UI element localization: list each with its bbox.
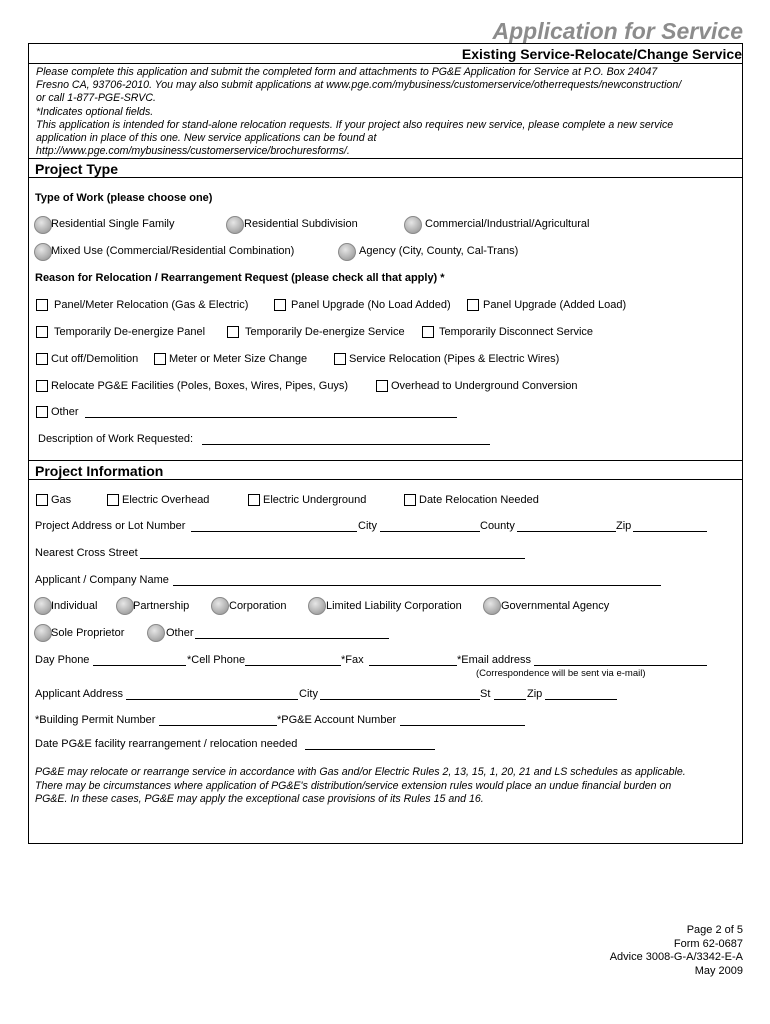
zip-label: Zip xyxy=(616,520,632,532)
applicant-city-label: City xyxy=(299,688,318,700)
form-subtitle: Existing Service-Relocate/Change Service xyxy=(461,46,742,62)
county-input[interactable] xyxy=(517,531,616,532)
note-line: PG&E. In these cases, PG&E may apply the exceptional case provisions of its Rules 15 and 16. xyxy=(35,793,484,805)
other-entity-input[interactable] xyxy=(195,638,389,639)
divider xyxy=(29,460,742,461)
checkbox-electric-underground[interactable] xyxy=(248,494,260,506)
checkbox-label: Relocate PG&E Facilities (Poles, Boxes, Wires, Pipes, Guys) xyxy=(51,380,349,392)
divider xyxy=(29,177,742,178)
page-footer xyxy=(610,924,743,978)
checkbox-electric-overhead[interactable] xyxy=(107,494,119,506)
radio-residential-subdivision[interactable] xyxy=(226,216,244,234)
checkbox-label: Meter or Meter Size Change xyxy=(169,353,308,365)
checkbox-label: Service Relocation (Pipes & Electric Wires) xyxy=(349,353,560,365)
checkbox-label: Panel Upgrade (No Load Added) xyxy=(291,299,451,311)
divider xyxy=(29,479,742,480)
form-container xyxy=(28,43,743,844)
radio-mixed-use[interactable] xyxy=(34,243,52,261)
email-note: (Correspondence will be sent via e-mail) xyxy=(476,668,646,679)
radio-other-entity[interactable] xyxy=(147,624,165,642)
account-input[interactable] xyxy=(400,725,525,726)
divider xyxy=(29,63,742,64)
day-phone-input[interactable] xyxy=(93,665,186,666)
intro-line: This application is intended for stand-alone relocation requests. If your project also requires new service, please complete a new service xyxy=(36,118,674,131)
radio-label: Corporation xyxy=(229,600,287,612)
checkbox-label: Date Relocation Needed xyxy=(419,494,539,506)
radio-label: Governmental Agency xyxy=(501,600,610,612)
radio-individual[interactable] xyxy=(34,597,52,615)
radio-label: Individual xyxy=(51,600,98,612)
form-number: Form 62-0687 xyxy=(673,937,743,950)
state-input[interactable] xyxy=(494,699,526,700)
radio-partnership[interactable] xyxy=(116,597,134,615)
email-label: *Email address xyxy=(457,654,531,666)
reason-label: Reason for Relocation / Rearrangement Request (please check all that apply) * xyxy=(35,272,445,284)
fax-label: *Fax xyxy=(341,654,364,666)
checkbox-disconnect-service[interactable] xyxy=(422,326,434,338)
checkbox-overhead-underground[interactable] xyxy=(376,380,388,392)
intro-line: Fresno CA, 93706-2010. You may also submit applications at www.pge.com/mybusiness/customerservice/otherrequests/newconstruction/ xyxy=(36,79,682,92)
cross-street-label: Nearest Cross Street xyxy=(35,547,138,559)
city-input[interactable] xyxy=(380,531,480,532)
project-address-input[interactable] xyxy=(191,531,357,532)
divider xyxy=(29,158,742,159)
checkbox-label: Electric Underground xyxy=(263,494,367,506)
note-line: PG&E may relocate or rearrange service in accordance with Gas and/or Electric Rules 2, 13, 15, 1, 20, 21 and LS schedules as applicable. xyxy=(35,766,686,778)
section-heading-project-type: Project Type xyxy=(35,161,118,177)
intro-line: http://www.pge.com/mybusiness/customerservice/brochuresforms/. xyxy=(36,145,350,158)
radio-label: Sole Proprietor xyxy=(51,627,125,639)
fax-input[interactable] xyxy=(369,665,457,666)
checkbox-label: Other xyxy=(51,406,79,418)
checkbox-panel-upgrade-added-load[interactable] xyxy=(467,299,479,311)
checkbox-label: Temporarily De-energize Panel xyxy=(54,326,206,338)
applicant-address-input[interactable] xyxy=(126,699,298,700)
intro-line: application in place of this one. New service applications can be found at xyxy=(36,132,377,145)
checkbox-label: Electric Overhead xyxy=(122,494,210,506)
checkbox-date-relocation-needed[interactable] xyxy=(404,494,416,506)
checkbox-deenergize-panel[interactable] xyxy=(36,326,48,338)
date-needed-label: Date PG&E facility rearrangement / relocation needed xyxy=(35,738,298,750)
section-heading-project-information: Project Information xyxy=(35,463,164,479)
city-label: City xyxy=(358,520,377,532)
intro-text xyxy=(36,66,736,158)
checkbox-label: Gas xyxy=(51,494,72,506)
cross-street-input[interactable] xyxy=(140,558,525,559)
radio-label: Commercial/Industrial/Agricultural xyxy=(425,218,590,230)
checkbox-label: Panel Upgrade (Added Load) xyxy=(483,299,627,311)
radio-residential-single-family[interactable] xyxy=(34,216,52,234)
radio-label: Limited Liability Corporation xyxy=(326,600,462,612)
form-date: May 2009 xyxy=(694,964,743,977)
applicant-zip-input[interactable] xyxy=(545,699,617,700)
description-label: Description of Work Requested: xyxy=(38,433,194,445)
radio-label: Partnership xyxy=(133,600,190,612)
note-line: There may be circumstances where application of PG&E's distribution/service extension rules would place an undue financial burden on xyxy=(35,779,672,792)
checkbox-meter-size-change[interactable] xyxy=(154,353,166,365)
checkbox-gas[interactable] xyxy=(36,494,48,506)
rules-note xyxy=(35,766,735,807)
radio-agency[interactable] xyxy=(338,243,356,261)
applicant-name-label: Applicant / Company Name xyxy=(35,574,169,586)
radio-sole-proprietor[interactable] xyxy=(34,624,52,642)
intro-line: or call 1-877-PGE-SRVC. xyxy=(36,92,156,105)
zip-input[interactable] xyxy=(633,531,707,532)
cell-phone-label: *Cell Phone xyxy=(187,654,246,666)
checkbox-relocate-facilities[interactable] xyxy=(36,380,48,392)
checkbox-label: Temporarily Disconnect Service xyxy=(439,326,594,338)
day-phone-label: Day Phone xyxy=(35,654,90,666)
permit-label: *Building Permit Number xyxy=(35,714,156,726)
checkbox-deenergize-service[interactable] xyxy=(227,326,239,338)
applicant-name-input[interactable] xyxy=(173,585,661,586)
email-input[interactable] xyxy=(534,665,707,666)
account-label: *PG&E Account Number xyxy=(277,714,397,726)
description-input[interactable] xyxy=(202,444,490,445)
advice-number: Advice 3008-G-A/3342-E-A xyxy=(609,951,743,963)
other-reason-input[interactable] xyxy=(85,417,457,418)
form-title: Application for Service xyxy=(492,18,743,44)
applicant-zip-label: Zip xyxy=(527,688,543,700)
intro-line: *Indicates optional fields. xyxy=(36,105,154,118)
applicant-city-input[interactable] xyxy=(320,699,480,700)
radio-label: Residential Single Family xyxy=(51,218,175,230)
radio-label: Mixed Use (Commercial/Residential Combination) xyxy=(51,245,295,257)
page-number: Page 2 of 5 xyxy=(686,924,743,936)
checkbox-panel-meter-relocation[interactable] xyxy=(36,299,48,311)
county-label: County xyxy=(480,520,515,532)
checkbox-label: Cut off/Demolition xyxy=(51,353,139,365)
type-of-work-label: Type of Work (please choose one) xyxy=(35,192,213,204)
permit-input[interactable] xyxy=(159,725,277,726)
radio-governmental-agency[interactable] xyxy=(483,597,501,615)
date-needed-input[interactable] xyxy=(305,749,435,750)
applicant-address-label: Applicant Address xyxy=(35,688,124,700)
cell-phone-input[interactable] xyxy=(245,665,341,666)
checkbox-panel-upgrade-no-load[interactable] xyxy=(274,299,286,311)
project-address-label: Project Address or Lot Number xyxy=(35,520,186,532)
radio-corporation[interactable] xyxy=(211,597,229,615)
radio-llc[interactable] xyxy=(308,597,326,615)
checkbox-label: Overhead to Underground Conversion xyxy=(391,380,578,392)
radio-label: Other xyxy=(166,627,194,639)
checkbox-label: Panel/Meter Relocation (Gas & Electric) xyxy=(54,299,249,311)
radio-label: Agency (City, County, Cal-Trans) xyxy=(359,245,519,257)
radio-commercial-industrial-agricultural[interactable] xyxy=(404,216,422,234)
intro-line: Please complete this application and submit the completed form and attachments to PG&E Application for Service at P.O. Box 24047 xyxy=(36,66,658,78)
state-label: St xyxy=(480,688,491,700)
radio-label: Residential Subdivision xyxy=(244,218,358,230)
checkbox-label: Temporarily De-energize Service xyxy=(245,326,405,338)
checkbox-service-relocation[interactable] xyxy=(334,353,346,365)
checkbox-other-reason[interactable] xyxy=(36,406,48,418)
checkbox-cut-off-demolition[interactable] xyxy=(36,353,48,365)
